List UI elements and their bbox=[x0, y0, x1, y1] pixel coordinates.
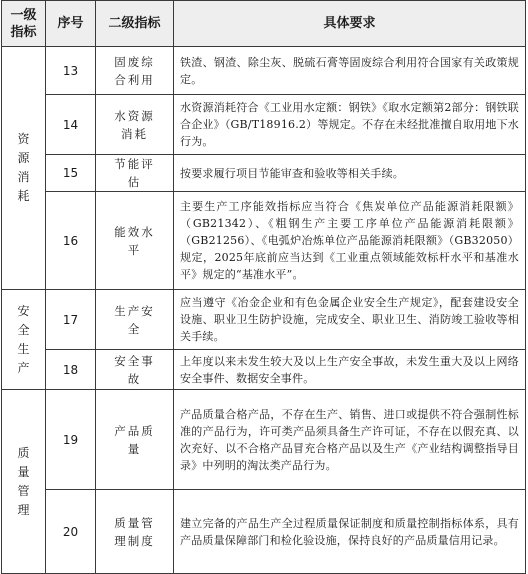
table-row bbox=[2, 290, 526, 350]
table-row bbox=[2, 95, 526, 155]
row-indicator: 能效水平 bbox=[96, 192, 174, 290]
row-number: 14 bbox=[46, 95, 96, 155]
row-requirement: 应当遵守《冶金企业和有色金属企业安全生产规定》，配套建设安全设施、职业卫生防护设施，完成安全、职业卫生、消防竣工验收等相关手续。 bbox=[174, 290, 526, 350]
row-number: 16 bbox=[46, 192, 96, 290]
table-row bbox=[2, 490, 526, 574]
row-requirement: 按要求履行项目节能审查和验收等相关手续。 bbox=[174, 155, 526, 192]
table-row bbox=[2, 350, 526, 390]
table-row bbox=[2, 390, 526, 490]
row-requirement: 产品质量合格产品，不存在生产、销售、进口或提供不符合强制性标准的产品行为，许可类产品须具备生产许可证，不存在以假充真、以次充好、以不合格产品冒充合格产品以及生产《产业结构调整指导目录》中列明的淘汰类产品行为。 bbox=[174, 390, 526, 490]
row-number: 13 bbox=[46, 47, 96, 95]
group-resources: 资源消耗 bbox=[2, 47, 46, 290]
header-level2: 二级指标 bbox=[96, 1, 174, 47]
row-indicator: 质量管理制度 bbox=[96, 490, 174, 574]
row-number: 17 bbox=[46, 290, 96, 350]
row-number: 15 bbox=[46, 155, 96, 192]
requirements-table bbox=[1, 0, 526, 574]
header-level1: 一级指标 bbox=[2, 1, 46, 47]
row-number: 19 bbox=[46, 390, 96, 490]
group-quality: 质量管理 bbox=[2, 390, 46, 574]
row-indicator: 节能评估 bbox=[96, 155, 174, 192]
row-requirement: 水资源消耗符合《工业用水定额：钢铁》《取水定额第2部分：钢铁联合企业》（GB/T18916.2）等规定。不存在未经批准擅自取用地下水行为。 bbox=[174, 95, 526, 155]
table-row bbox=[2, 155, 526, 192]
header-requirement: 具体要求 bbox=[174, 1, 526, 47]
row-indicator: 固废综合利用 bbox=[96, 47, 174, 95]
row-indicator: 水资源消耗 bbox=[96, 95, 174, 155]
row-requirement: 建立完备的产品生产全过程质量保证制度和质量控制指标体系，具有产品质量保障部门和检化验设施，保持良好的产品质量信用记录。 bbox=[174, 490, 526, 574]
row-requirement: 上年度以来未发生较大及以上生产安全事故，未发生重大及以上网络安全事件、数据安全事件。 bbox=[174, 350, 526, 390]
group-safety: 安全生产 bbox=[2, 290, 46, 390]
row-number: 18 bbox=[46, 350, 96, 390]
row-indicator: 产品质量 bbox=[96, 390, 174, 490]
row-number: 20 bbox=[46, 490, 96, 574]
table-row bbox=[2, 192, 526, 290]
row-indicator: 安全事故 bbox=[96, 350, 174, 390]
row-requirement: 主要生产工序能效指标应当符合《焦炭单位产品能源消耗限额》（GB21342）、《粗钢生产主要工序单位产品能源消耗限额》（GB21256）、《电弧炉冶炼单位产品能源消耗限额》（GB32050）规定，2025年底前应当达到《工业重点领域能效标杆水平和基准水平》规定的“基准水平”。 bbox=[174, 192, 526, 290]
table-row bbox=[2, 47, 526, 95]
row-indicator: 生产安全 bbox=[96, 290, 174, 350]
header-number: 序号 bbox=[46, 1, 96, 47]
row-requirement: 铁渣、钢渣、除尘灰、脱硫石膏等固废综合利用符合国家有关政策规定。 bbox=[174, 47, 526, 95]
header-row bbox=[2, 1, 526, 47]
